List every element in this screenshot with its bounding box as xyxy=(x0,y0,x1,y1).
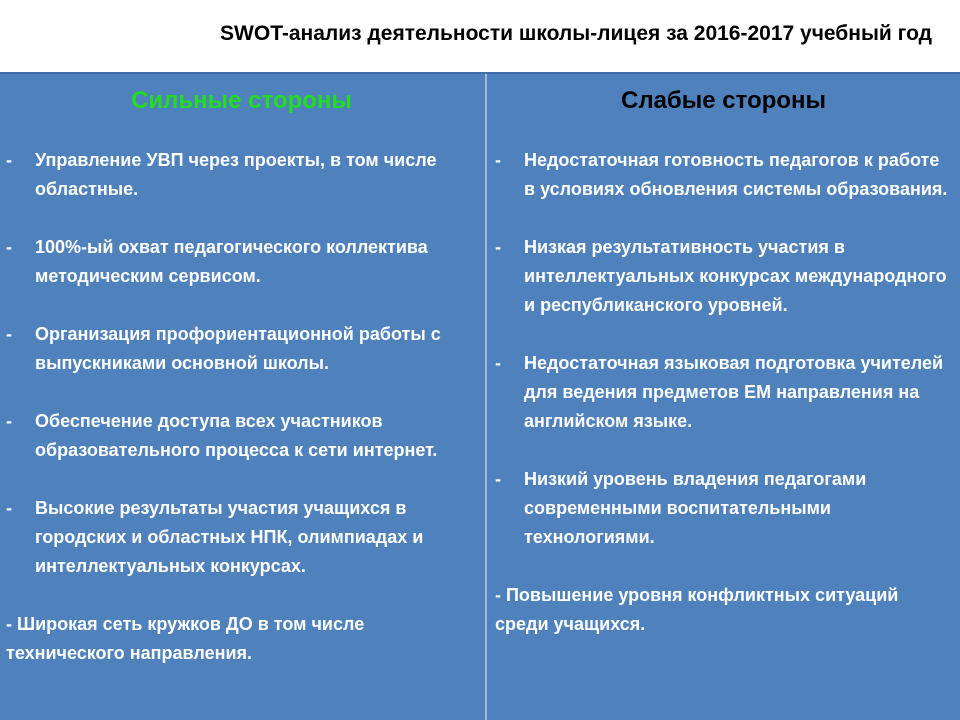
strength-item-text: Обеспечение доступа всех участников образовательного процесса к сети интернет. xyxy=(35,411,438,460)
weakness-item-text: Низкая результативность участия в интеллектуальных конкурсах международного и республиканского уровней. xyxy=(524,237,947,315)
bullet-dash: - xyxy=(6,411,12,431)
bullet-dash: - xyxy=(495,237,501,257)
weaknesses-column xyxy=(487,74,960,720)
weakness-item xyxy=(495,349,952,436)
strength-item xyxy=(6,146,477,204)
weakness-footer: - Повышение уровня конфликтных ситуаций среди учащихся. xyxy=(495,585,899,634)
bullet-dash: - xyxy=(6,498,12,518)
weakness-item-text: Недостаточная готовность педагогов к работе в условиях обновления системы образования. xyxy=(524,150,948,199)
bullet-dash: - xyxy=(6,237,12,257)
bullet-dash: - xyxy=(495,469,501,489)
weakness-item-text: Недостаточная языковая подготовка учителей для ведения предметов ЕМ направления на английском языке. xyxy=(524,353,944,431)
bullet-dash: - xyxy=(6,324,12,344)
weakness-item-text: Низкий уровень владения педагогами современными воспитательными технологиями. xyxy=(524,469,867,547)
swot-table xyxy=(0,72,960,720)
strength-item xyxy=(6,494,477,581)
bullet-dash: - xyxy=(6,150,12,170)
strengths-heading: Сильные стороны xyxy=(131,87,352,114)
strength-item-text: Управление УВП через проекты, в том числе областные. xyxy=(35,150,437,199)
strength-item-text: Организация профориентационной работы с выпускниками основной школы. xyxy=(35,324,441,373)
weakness-item xyxy=(495,233,952,320)
strengths-column xyxy=(0,74,487,720)
strength-item-text: 100%-ый охват педагогического коллектива методическим сервисом. xyxy=(35,237,428,286)
weakness-item xyxy=(495,465,952,552)
strength-item xyxy=(6,233,477,291)
strength-item xyxy=(6,407,477,465)
strength-footer: - Широкая сеть кружков ДО в том числе технического направления. xyxy=(6,614,365,663)
weakness-item xyxy=(495,146,952,204)
strength-item xyxy=(6,320,477,378)
strength-item-text: Высокие результаты участия учащихся в городских и областных НПК, олимпиадах и интеллектуальных конкурсах. xyxy=(35,498,424,576)
bullet-dash: - xyxy=(495,150,501,170)
bullet-dash: - xyxy=(495,353,501,373)
slide-title: SWOT-анализ деятельности школы-лицея за 2016-2017 учебный год xyxy=(220,22,932,45)
weaknesses-heading: Слабые стороны xyxy=(620,87,827,114)
